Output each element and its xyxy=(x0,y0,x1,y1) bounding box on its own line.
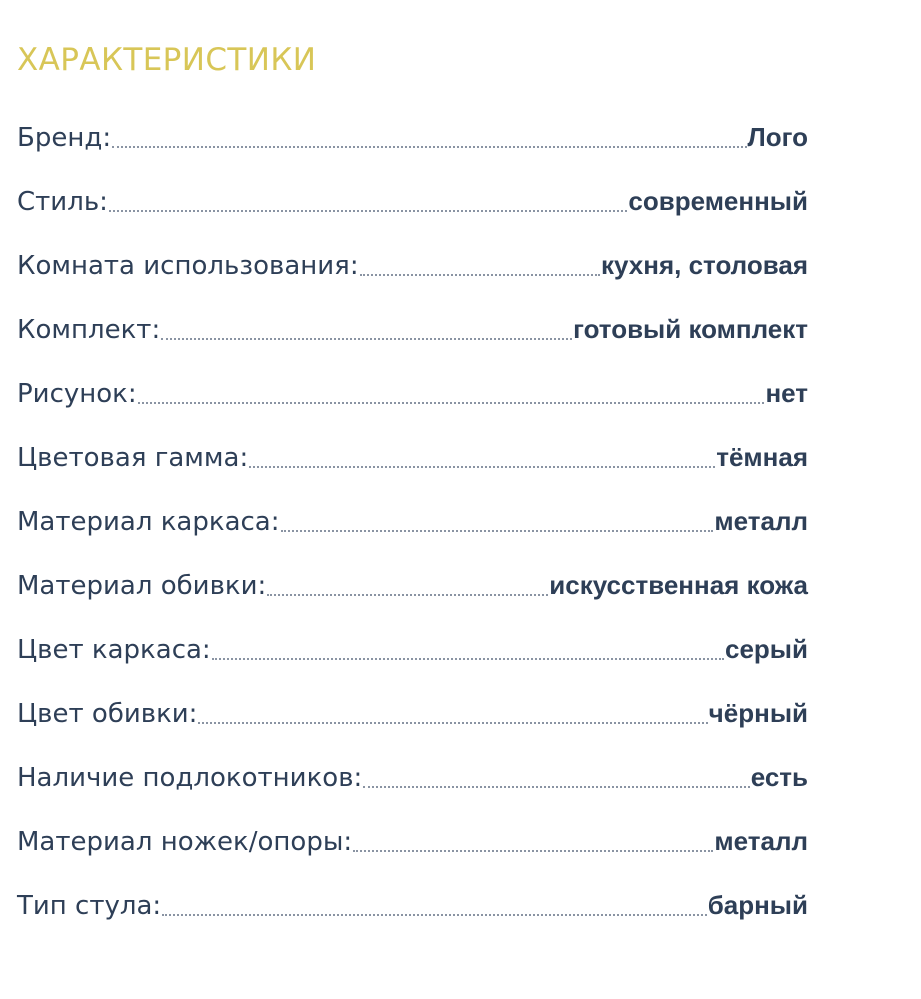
spec-label: Материал каркаса: xyxy=(17,507,280,537)
spec-value: металл xyxy=(714,826,808,856)
spec-row-pattern xyxy=(17,376,808,440)
spec-value: металл xyxy=(714,506,808,536)
spec-value: чёрный xyxy=(708,698,808,728)
dotted-leader xyxy=(112,146,746,148)
spec-row-brand xyxy=(17,120,808,184)
spec-label: Цветовая гамма: xyxy=(17,443,249,473)
spec-list xyxy=(17,120,808,952)
spec-row-set xyxy=(17,312,808,376)
dotted-leader xyxy=(267,594,548,596)
spec-value: есть xyxy=(750,762,808,792)
spec-label: Бренд: xyxy=(17,123,112,153)
spec-row-upholstery-material xyxy=(17,568,808,632)
dotted-leader xyxy=(212,658,724,660)
dotted-leader xyxy=(198,722,707,724)
spec-label: Комплект: xyxy=(17,315,161,345)
spec-value: тёмная xyxy=(716,442,808,472)
spec-row-upholstery-color xyxy=(17,696,808,760)
spec-label: Цвет каркаса: xyxy=(17,635,211,665)
spec-value: барный xyxy=(707,890,808,920)
spec-value: Лого xyxy=(747,122,808,152)
section-title: ХАРАКТЕРИСТИКИ xyxy=(17,42,317,78)
spec-label: Материал ножек/опоры: xyxy=(17,827,353,857)
spec-row-color-scheme xyxy=(17,440,808,504)
spec-value: серый xyxy=(725,634,808,664)
spec-label: Тип стула: xyxy=(17,891,162,921)
spec-label: Стиль: xyxy=(17,187,108,217)
dotted-leader xyxy=(353,850,713,852)
dotted-leader xyxy=(281,530,714,532)
spec-label: Цвет обивки: xyxy=(17,699,198,729)
spec-value: нет xyxy=(765,378,808,408)
spec-row-style xyxy=(17,184,808,248)
spec-value: современный xyxy=(628,186,808,216)
spec-row-room xyxy=(17,248,808,312)
spec-row-armrests xyxy=(17,760,808,824)
dotted-leader xyxy=(360,274,600,276)
spec-label: Наличие подлокотников: xyxy=(17,763,363,793)
dotted-leader xyxy=(161,338,572,340)
spec-row-chair-type xyxy=(17,888,808,952)
spec-value: готовый комплект xyxy=(573,314,808,344)
spec-row-frame-color xyxy=(17,632,808,696)
dotted-leader xyxy=(363,786,749,788)
dotted-leader xyxy=(162,914,707,916)
dotted-leader xyxy=(138,402,765,404)
specs-section xyxy=(17,34,808,952)
spec-row-frame-material xyxy=(17,504,808,568)
spec-label: Материал обивки: xyxy=(17,571,267,601)
spec-label: Рисунок: xyxy=(17,379,137,409)
spec-label: Комната использования: xyxy=(17,251,359,281)
spec-value: кухня, столовая xyxy=(601,250,808,280)
spec-row-legs-material xyxy=(17,824,808,888)
dotted-leader xyxy=(109,210,627,212)
dotted-leader xyxy=(249,466,715,468)
spec-value: искусственная кожа xyxy=(549,570,808,600)
